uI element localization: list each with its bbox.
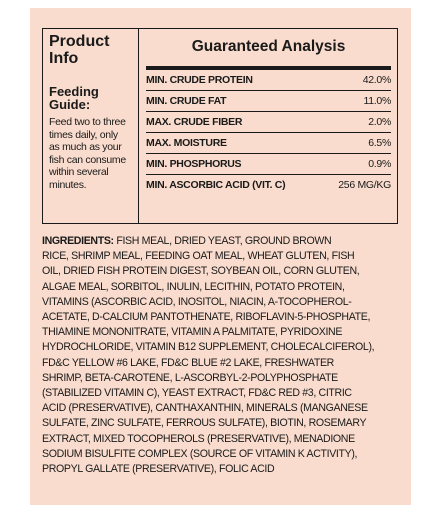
product-info-title: Product Info	[49, 33, 110, 67]
analysis-label: MIN. CRUDE FAT	[146, 95, 227, 107]
analysis-label: MAX. MOISTURE	[146, 137, 227, 149]
product-info-column	[49, 33, 135, 192]
analysis-row	[146, 70, 391, 91]
analysis-label: MIN. ASCORBIC ACID (VIT. C)	[146, 179, 286, 191]
analysis-label: MIN. PHOSPHORUS	[146, 158, 242, 170]
analysis-value: 2.0%	[368, 116, 391, 128]
guaranteed-analysis-title: Guaranteed Analysis	[191, 38, 346, 55]
analysis-row	[146, 133, 391, 154]
analysis-row	[146, 175, 391, 195]
analysis-value: 42.0%	[362, 74, 391, 86]
analysis-row	[146, 154, 391, 175]
ingredients-heading: INGREDIENTS:	[42, 235, 114, 247]
ingredients-text: FISH MEAL, DRIED YEAST, GROUND BROWN RICE, SHRIMP MEAL, FEEDING OAT MEAL, WHEAT GLUTEN, FISH OIL, DRIED FISH PROTEIN DIGEST, SOYBEAN OIL, CORN GLUTEN, ALGAE MEAL, SORBITOL, INULIN, LECITHIN, POTATO PROTEIN, VITAMINS (ASCORBIC ACID, INOSITOL, NIACIN, A-TOCOPHEROL- ACETATE, D-CALCIUM PANTOTHENATE, RIBOFLAVIN-5-PHOSPHATE, THIAMINE MONONITRATE, VITAMIN A PALMITATE, PYRIDOXINE HYDROCHLORIDE, VITAMIN B12 SUPPLEMENT, CHOLECALCIFEROL), FD&C YELLOW #6 LAKE, FD&C BLUE #2 LAKE, FRESHWATER SHRIMP, BETA-CAROTENE, L-ASCORBYL-2-POLYPHOSPHATE (STABILIZED VITAMIN C), YEAST EXTRACT, FD&C RED #3, CITRIC ACID (PRESERVATIVE), CANTHAXANTHIN, MINERALS (MANGANESE SULFATE, ZINC SULFATE, FERROUS SULFATE), BIOTIN, ROSEMARY EXTRACT, MIXED TOCOPHEROLS (PRESERVATIVE), MENADIONE SODIUM BISULFITE COMPLEX (SOURCE OF VITAMIN K ACTIVITY), PROPYL GALLATE (PRESERVATIVE), FOLIC ACID	[42, 235, 375, 476]
info-box	[42, 28, 398, 224]
analysis-label: MAX. CRUDE FIBER	[146, 116, 243, 128]
analysis-value: 256 MG/KG	[338, 179, 391, 191]
feeding-guide-title: Feeding Guide:	[49, 84, 99, 112]
guaranteed-analysis-column	[146, 29, 391, 195]
column-divider	[138, 29, 139, 223]
analysis-value: 6.5%	[368, 137, 391, 149]
analysis-row	[146, 112, 391, 133]
analysis-row	[146, 91, 391, 112]
analysis-value: 11.0%	[363, 95, 391, 107]
analysis-value: 0.9%	[368, 158, 391, 170]
ingredients-block	[42, 234, 400, 477]
feeding-guide-text: Feed two to three times daily, only as much as your fish can consume within several minutes.	[49, 116, 126, 191]
analysis-label: MIN. CRUDE PROTEIN	[146, 74, 253, 86]
product-label	[30, 8, 411, 505]
